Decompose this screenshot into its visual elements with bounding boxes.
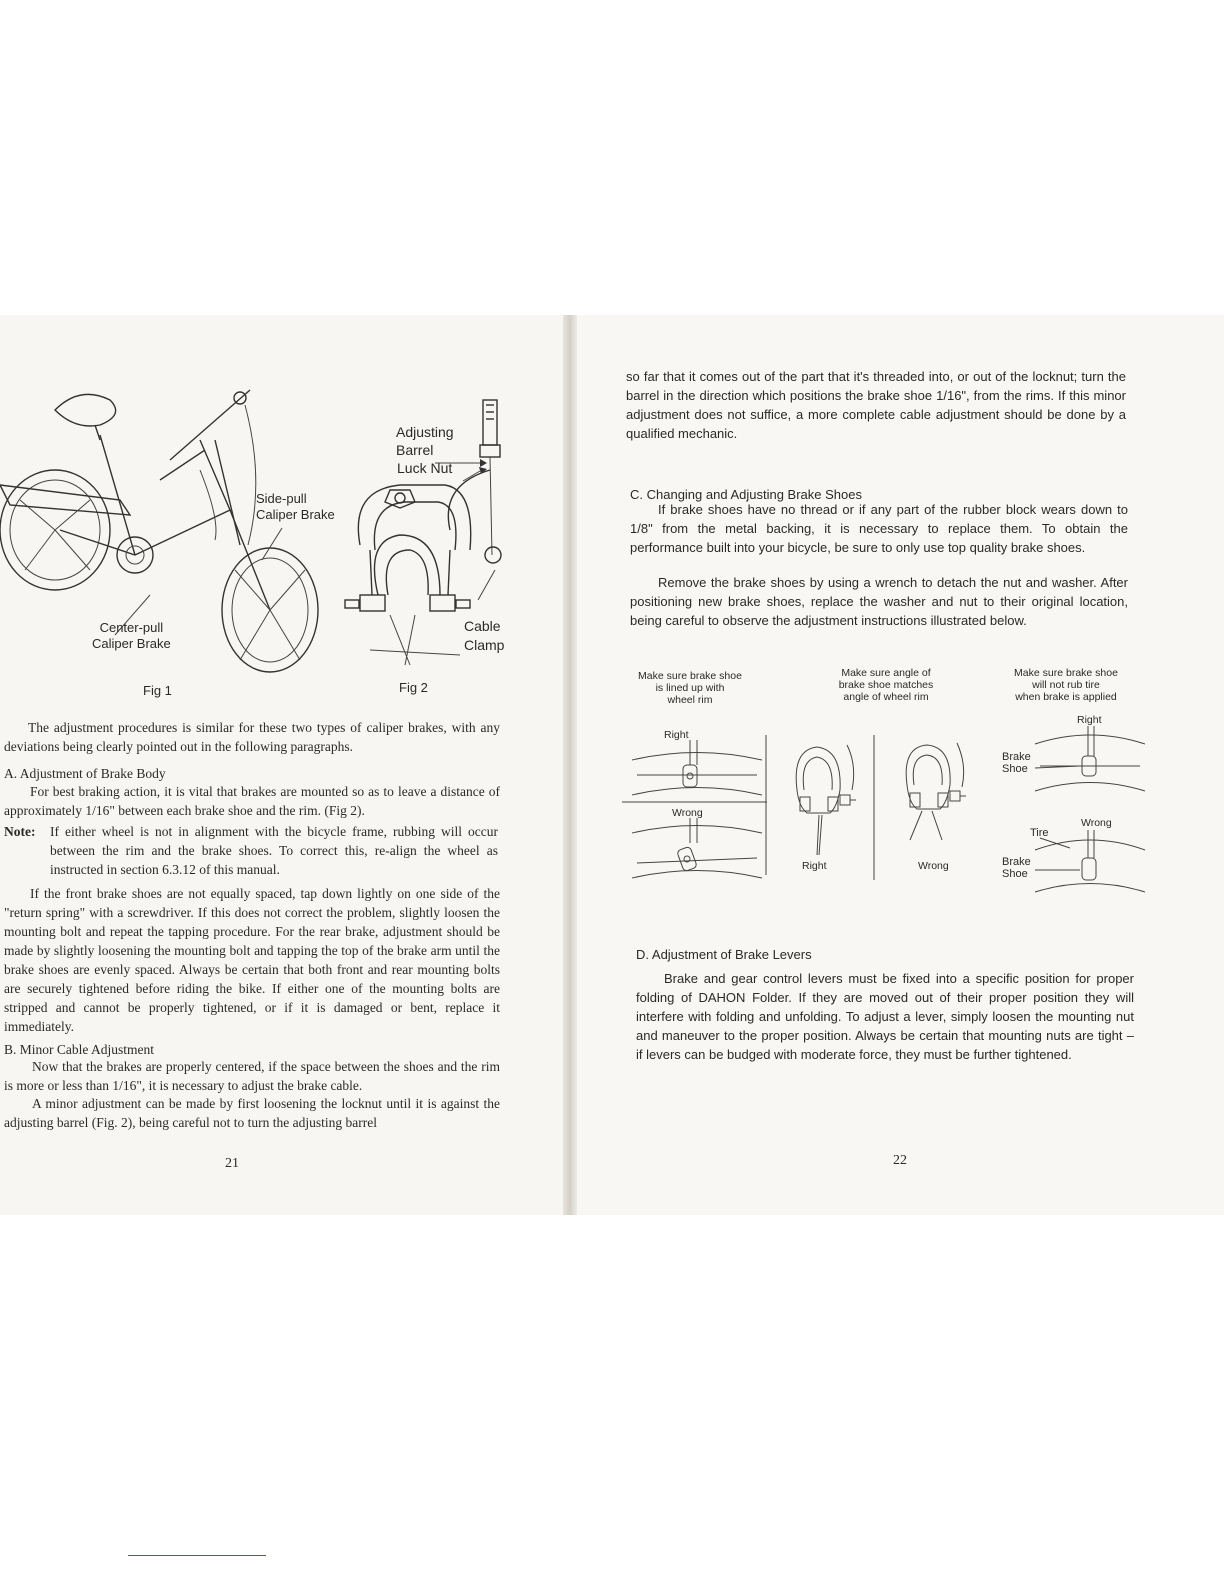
label-brake-shoe-2: Brake Shoe [1002, 856, 1031, 880]
label-luck-nut: Luck Nut [397, 460, 453, 476]
fig1-bicycle-illustration [0, 380, 345, 680]
label-right-1: Right [664, 729, 689, 741]
section-b-text2: A minor adjustment can be made by first loosening the locknut until it is against the adjusting barrel (Fig. 2), being careful not to turn the adjusting barrel [4, 1096, 500, 1130]
shoe-alignment-right-diagram [622, 740, 772, 805]
note-text: If either wheel is not in alignment with the bicycle frame, rubbing will occur between the rim and the brake shoes. To correct this, re-align the wheel as instructed in section 6.3.12 of this manual. [50, 824, 498, 877]
section-a-text: For best braking action, it is vital that brakes are mounted so as to leave a distance of approximately 1/16" between each brake shoe and the rim. (Fig 2). [4, 784, 500, 818]
label-wrong-2: Wrong [918, 860, 949, 872]
note-label: Note: [4, 824, 36, 839]
section-c-heading: C. Changing and Adjusting Brake Shoes [630, 487, 862, 502]
label-wrong-3: Wrong [1081, 817, 1112, 829]
section-c-text1: If brake shoes have no thread or if any part of the rubber block wears down to 1/8" from the metal backing, it is necessary to replace them. To obtain the performance built into your bicycle, be sure to only use top quality brake shoes. [630, 502, 1128, 555]
shoe-alignment-wrong-diagram [622, 818, 772, 888]
label-brake-shoe-1: Brake Shoe [1002, 751, 1031, 775]
fig1-caption: Fig 1 [143, 683, 172, 698]
front-brake-paragraph: If the front brake shoes are not equally spaced, tap down lightly on one side of the "return spring" with a screwdriver. If this does not correct the problem, slightly loosen the mounting bolt and repeat the tapping procedure. For the rear brake, adjustment should be made by slightly loosening the mounting bolt and tapping the top of the brake arm until the brake shoes are evenly spaced. Always be certain that both front and rear mounting bolts are securely tightened before riding the bike. If either one of the mounting bolts are stripped and cannot be properly tightened, or if it is damaged or bent, replace it immediately. [4, 886, 500, 1034]
label-adjusting-barrel: Adjusting Barrel [396, 424, 454, 458]
shoe-tire-wrong-diagram [1030, 830, 1150, 900]
section-c-text2: Remove the brake shoes by using a wrench to detach the nut and washer. After positioning new brake shoes, replace the washer and nut to their original location, being careful to observe the adjustment instructions illustrated below. [630, 575, 1128, 628]
label-right-3: Right [1077, 714, 1102, 726]
continued-paragraph: so far that it comes out of the part that it's threaded into, or out of the locknut; turn the barrel in the direction which positions the brake shoe 1/16", from the rims. If this minor adjustment does not suffice, a more complete cable adjustment should be done by a qualified mechanic. [626, 369, 1126, 441]
diagram-caption-alignment: Make sure brake shoe is lined up with wheel rim [638, 670, 742, 706]
label-right-2: Right [802, 860, 827, 872]
label-tire: Tire [1030, 827, 1049, 839]
shoe-angle-diagram [762, 735, 987, 880]
label-wrong-1: Wrong [672, 807, 703, 819]
section-d-heading: D. Adjustment of Brake Levers [636, 947, 812, 962]
label-cable-clamp: Cable Clamp [464, 618, 505, 653]
section-b-heading: B. Minor Cable Adjustment [4, 1042, 154, 1057]
book-gutter [563, 315, 577, 1215]
section-a-heading: A. Adjustment of Brake Body [4, 766, 166, 781]
scan-artifact-rule [128, 1555, 266, 1556]
label-center-pull: Center-pull Caliper Brake [92, 620, 171, 651]
intro-paragraph: The adjustment procedures is similar for these two types of caliper brakes, with any deviations being clearly pointed out in the following paragraphs. [4, 720, 500, 754]
shoe-tire-right-diagram [1030, 726, 1150, 796]
diagram-caption-tire: Make sure brake shoe will not rub tire when brake is applied [1014, 667, 1118, 703]
diagram-caption-angle: Make sure angle of brake shoe matches angle of wheel rim [838, 667, 934, 703]
page-number-left: 21 [225, 1156, 239, 1171]
section-b-text1: Now that the brakes are properly centered, if the space between the shoes and the rim is more or less than 1/16", it is necessary to adjust the brake cable. [4, 1059, 500, 1093]
label-side-pull: Side-pull Caliper Brake [256, 491, 335, 522]
section-d-text: Brake and gear control levers must be fixed into a specific position for proper folding of DAHON Folder. If they are moved out of their proper position they will interfere with folding and unfolding. To adjust a lever, simply loosen the mounting nut and maneuver to the proper position. Always be certain that mounting nuts are tight – if levers can be budged with moderate force, they must be further tightened. [636, 971, 1134, 1062]
fig2-caption: Fig 2 [399, 680, 428, 695]
page-number-right: 22 [893, 1153, 907, 1168]
